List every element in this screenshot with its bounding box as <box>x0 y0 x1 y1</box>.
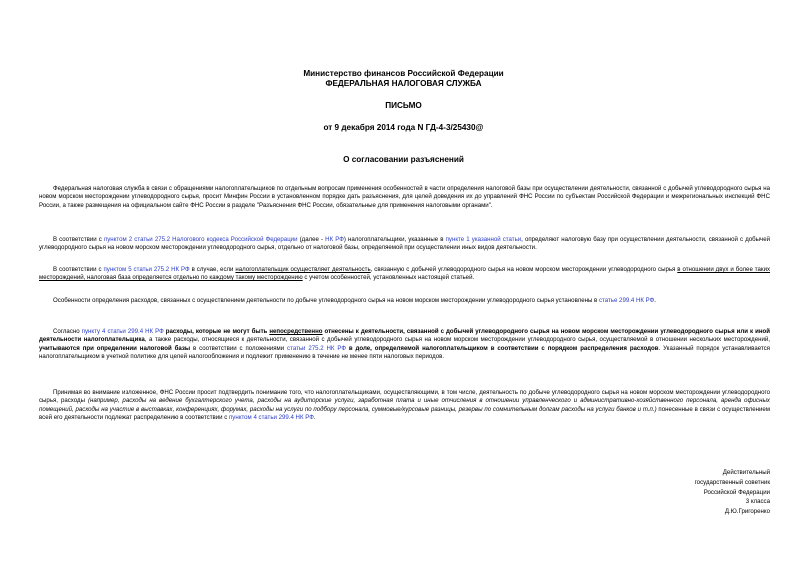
paragraph-3-text: в случае, если <box>189 266 236 273</box>
paragraph-6 <box>39 389 770 422</box>
paragraph-3-text: с учетом особенностей, установленных настоящей статьей. <box>302 274 475 282</box>
paragraph-5-text: в соответствии с положениями <box>190 344 288 352</box>
paragraph-3-text: , связанную с добычей углеводородного сырья на новом морском месторождении углеводородного сырья <box>370 266 678 273</box>
signatory-name: Д.Ю.Григоренко <box>724 508 770 516</box>
paragraph-2-text: , определяют налоговую базу при осуществлении деятельности, связанной с добычей углеводородного сырья на новом морском месторождении углеводородного сырья, отдельно от налоговой базы, определяемой при осуществлении иных видов деятельности. <box>39 236 770 252</box>
ministry-title: Министерство финансов Российской Федерации <box>303 69 504 78</box>
paragraph-5-bold-underlined: непосредственно <box>269 328 323 335</box>
signature-line: 3 класса <box>745 498 770 506</box>
paragraph-4 <box>39 297 770 305</box>
paragraph-5-bold: учитываются при определении налоговой базы <box>39 344 191 352</box>
paragraph-1 <box>39 185 770 210</box>
paragraph-5 <box>39 328 770 361</box>
paragraph-6-text: понесенные в связи с осуществлением всей его деятельности подлежат распределению в соответствии с <box>39 405 771 421</box>
paragraph-2-text: ) налогоплательщики, указанные в <box>343 236 446 243</box>
signature-line: Действительный <box>722 469 770 476</box>
document-type: ПИСЬМО <box>385 101 422 110</box>
link-article-299-4[interactable]: статье 299.4 НК РФ <box>598 297 655 304</box>
document-subject: О согласовании разъяснений <box>343 155 464 164</box>
link-article-275-2-p1[interactable]: пункте 1 указанной статьи <box>445 236 522 243</box>
signature-line: Российской Федерации <box>703 488 770 496</box>
signature-block <box>660 468 770 517</box>
paragraph-5-text: . Указанный порядок устанавливается налогоплательщиком в учетной политике для целей налогообложения и подлежит применению в течение не менее пяти налоговых периодов. <box>39 344 770 360</box>
paragraph-6-text: Принимая во внимание изложенное, ФНС России просит подтвердить понимание того, что налогоплательщиками, осуществляющими, в том числе, деятельность по добыче углеводородного сырья на новом морском месторождении углеводородного сырья, расходы <box>39 389 770 405</box>
link-nk-article-275-2-p2[interactable]: пунктом 2 статьи 275.2 Налогового кодекса Российской Федерации <box>103 236 298 243</box>
paragraph-2-text: (далее - <box>297 236 326 243</box>
paragraph-5-bold: в доле, определяемой налогоплательщиком в соответствии с порядком распределения расходов <box>346 344 659 352</box>
paragraph-5-bold: отнесены к деятельности, связанной с добычей углеводородного сырья на новом морском месторождении углеводородного сырья или к иной деятельности налогоплательщика <box>39 328 770 344</box>
link-article-299-4-p4-final[interactable]: пунктом 4 статьи 299.4 НК РФ <box>229 413 314 421</box>
paragraph-3 <box>39 266 770 283</box>
paragraph-1-text: Федеральная налоговая служба в связи с обращениями налогоплательщиков по отдельным вопросам применения особенностей в части определения налоговой базы при осуществлении деятельности, связанной с добычей углеводородного сырья на новом морском месторождении углеводородного сырья, просит Минфин России в установленном порядке дать разъяснения, для целей доведения их до управлений ФНС России по субъектам Российской Федерации и межрегиональных инспекций ФНС России, а также размещения на официальном сайте ФНС России в разделе "Разъяснения ФНС России, обязательные для применения налоговыми органами". <box>39 185 770 209</box>
link-article-299-4-p4[interactable]: пункту 4 статьи 299.4 НК РФ <box>81 328 164 335</box>
paragraph-6-italic: (например, расходы на ведение бухгалтерского учета, расходы на аудиторские услуги, заработная плата и иные отчисления в отношении управленческого и административно-хозяйственного персонала, аренда офисных помещений, расходы на участие в выставках, конференциях, форумах, расходы на услуги по подбору персонала, суммовые/курсовые разницы, резервы по сомнительным долгам расходы на услуги банков и т.п.) <box>39 397 770 413</box>
link-nk-rf[interactable]: НК РФ <box>325 236 344 243</box>
paragraph-2-text: В соответствии с <box>53 236 104 243</box>
paragraph-4-text: Особенности определения расходов, связанных с осуществлением деятельности по добыче углеводородного сырья на новом морском месторождении углеводородного сырья установлены в <box>53 297 599 304</box>
paragraph-2 <box>39 236 770 253</box>
signature-line: государственный советник <box>694 478 770 486</box>
paragraph-3-underlined: налогоплательщик осуществляет деятельность <box>235 266 371 273</box>
paragraph-3-underlined: в отношении двух и более таких месторождений, налоговая база определяется отдельно по каждому такому месторождению <box>39 266 771 282</box>
link-article-275-2-p5[interactable]: пунктом 5 статьи 275.2 НК РФ <box>103 266 190 273</box>
paragraph-4-text: . <box>654 297 656 304</box>
service-title: ФЕДЕРАЛЬНАЯ НАЛОГОВАЯ СЛУЖБА <box>325 79 482 88</box>
link-article-275-2[interactable]: статьи 275.2 НК РФ <box>287 344 346 352</box>
paragraph-3-text: В соответствии с <box>53 266 104 273</box>
paragraph-5-text: Согласно <box>53 328 82 335</box>
paragraph-5-bold: расходы, которые не могут быть <box>163 328 270 335</box>
paragraph-6-text: . <box>313 413 316 421</box>
document-date-number: от 9 декабря 2014 года N ГД-4-3/25430@ <box>323 123 484 132</box>
paragraph-5-text: , а также расходы, относящиеся к деятельности, связанной с добычей углеводородного сырья на новом морском месторождении углеводородного сырья, осуществляемой в отношении нескольких месторождений, <box>144 336 770 344</box>
